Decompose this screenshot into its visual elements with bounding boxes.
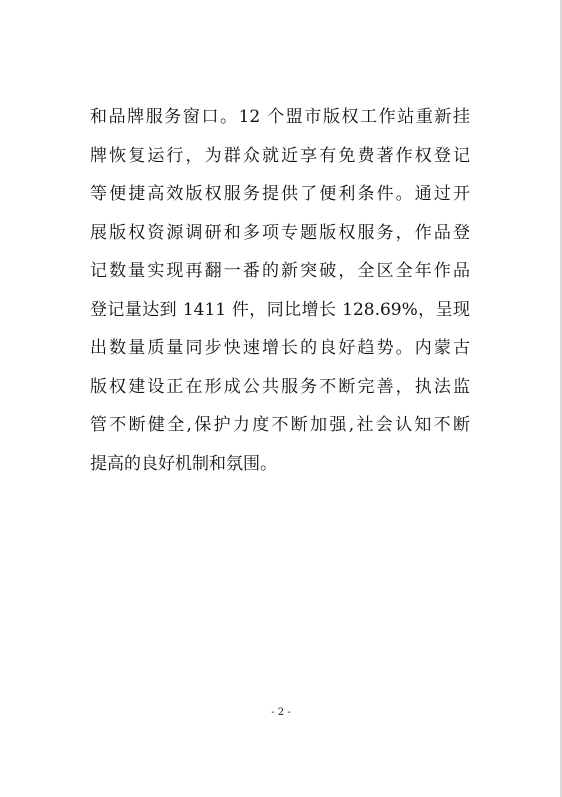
paragraph-line: 和品牌服务窗口。12 个盟市版权工作站重新挂 xyxy=(90,107,470,127)
paragraph-line: 管不断健全,保护力度不断加强,社会认知不断 xyxy=(90,415,470,435)
body-paragraph xyxy=(90,98,470,483)
paragraph-line: 牌恢复运行，为群众就近享有免费著作权登记 xyxy=(90,145,470,166)
paragraph-line: 登记量达到 1411 件，同比增长 128.69%，呈现 xyxy=(90,299,470,320)
paragraph-line: 等便捷高效版权服务提供了便利条件。通过开 xyxy=(90,184,470,204)
paragraph-line: 展版权资源调研和多项专题版权服务，作品登 xyxy=(90,222,470,243)
page-number: - 2 - xyxy=(271,707,291,718)
paragraph-line: 出数量质量同步快速增长的良好趋势。内蒙古 xyxy=(90,338,470,358)
paragraph-line: 记数量实现再翻一番的新突破，全区全年作品 xyxy=(90,261,470,281)
paragraph-line: 版权建设正在形成公共服务不断完善，执法监 xyxy=(90,376,470,397)
paragraph-line: 提高的良好机制和氛围。 xyxy=(90,453,277,474)
